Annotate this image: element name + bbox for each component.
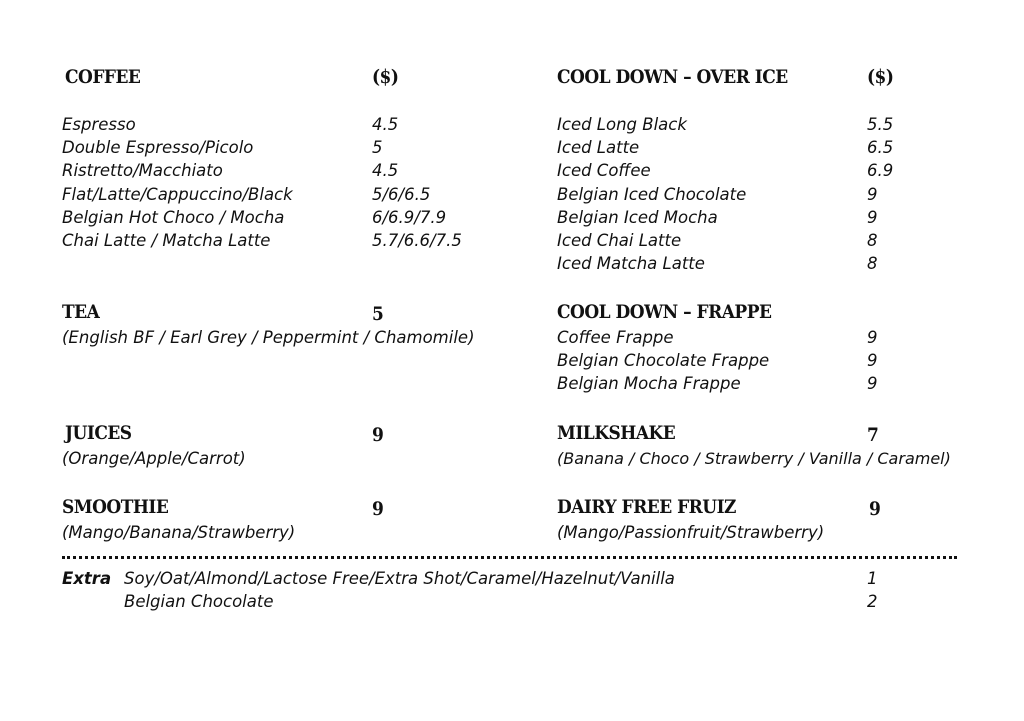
frappe-prices [867, 326, 878, 396]
over-ice-price: 8 [867, 230, 878, 250]
coffee-item: Double Espresso/Picolo [62, 138, 254, 158]
milkshake-heading: MILKSHAKE [557, 423, 676, 445]
over-ice-price: 9 [867, 184, 878, 204]
tea-price: 5 [372, 304, 384, 326]
dotted-divider [62, 556, 957, 559]
extra-item: Belgian Chocolate [124, 592, 274, 611]
juices-heading: JUICES [65, 423, 132, 445]
over-ice-price: 5.5 [867, 115, 894, 134]
smoothie-price: 9 [372, 499, 384, 521]
coffee-item: Espresso [62, 115, 136, 134]
over-ice-item: Iced Matcha Latte [557, 254, 705, 274]
over-ice-currency-label: ($) [867, 67, 894, 89]
coffee-currency-label: ($) [372, 67, 399, 89]
over-ice-item: Iced Latte [557, 138, 640, 158]
over-ice-items [557, 113, 746, 275]
coffee-price: 4.5 [372, 115, 399, 134]
coffee-item: Belgian Hot Choco / Mocha [62, 207, 285, 227]
extra-price: 1 [867, 569, 878, 588]
coffee-price: 5 [372, 138, 383, 158]
frappe-price: 9 [867, 351, 878, 371]
juices-description: (Orange/Apple/Carrot) [62, 449, 246, 468]
over-ice-item: Iced Chai Latte [557, 230, 682, 250]
over-ice-price: 6.9 [867, 161, 894, 181]
dairy-free-price: 9 [869, 499, 881, 521]
frappe-price: 9 [867, 328, 878, 347]
milkshake-price: 7 [867, 425, 879, 447]
coffee-price: 5/6/6.5 [372, 184, 431, 204]
coffee-heading: COFFEE [65, 67, 141, 89]
coffee-price: 6/6.9/7.9 [372, 207, 447, 227]
extra-item: Soy/Oat/Almond/Lactose Free/Extra Shot/Caramel/Hazelnut/Vanilla [124, 569, 675, 588]
frappe-item: Belgian Chocolate Frappe [557, 351, 770, 371]
tea-heading: TEA [62, 302, 100, 324]
juices-price: 9 [372, 425, 384, 447]
smoothie-heading: SMOOTHIE [62, 497, 169, 519]
extra-price: 2 [867, 592, 878, 611]
coffee-price: 5.7/6.6/7.5 [372, 230, 462, 250]
over-ice-item: Belgian Iced Chocolate [557, 184, 747, 204]
frappe-item: Belgian Mocha Frappe [557, 374, 741, 394]
over-ice-item: Iced Coffee [557, 161, 651, 181]
milkshake-description: (Banana / Choco / Strawberry / Vanilla / Caramel) [557, 449, 951, 468]
over-ice-price: 9 [867, 207, 878, 227]
dairy-free-heading: DAIRY FREE FRUIZ [557, 497, 736, 519]
coffee-prices [372, 113, 462, 252]
tea-description: (English BF / Earl Grey / Peppermint / Chamomile) [62, 328, 475, 347]
coffee-item: Flat/Latte/Cappuccino/Black [62, 184, 293, 204]
frappe-item: Coffee Frappe [557, 328, 674, 347]
extra-label: Extra [62, 569, 112, 588]
frappe-items [557, 326, 769, 396]
over-ice-price: 6.5 [867, 138, 894, 158]
over-ice-heading: COOL DOWN – OVER ICE [557, 67, 788, 89]
over-ice-item: Iced Long Black [557, 115, 687, 134]
coffee-price: 4.5 [372, 161, 399, 181]
over-ice-price: 8 [867, 254, 878, 274]
coffee-item: Ristretto/Macchiato [62, 161, 223, 181]
frappe-price: 9 [867, 374, 878, 394]
over-ice-item: Belgian Iced Mocha [557, 207, 718, 227]
dairy-free-description: (Mango/Passionfruit/Strawberry) [557, 523, 825, 542]
smoothie-description: (Mango/Banana/Strawberry) [62, 523, 296, 542]
over-ice-prices [867, 113, 893, 275]
coffee-item: Chai Latte / Matcha Latte [62, 230, 271, 250]
frappe-heading: COOL DOWN – FRAPPE [557, 302, 772, 324]
coffee-items [62, 113, 293, 252]
